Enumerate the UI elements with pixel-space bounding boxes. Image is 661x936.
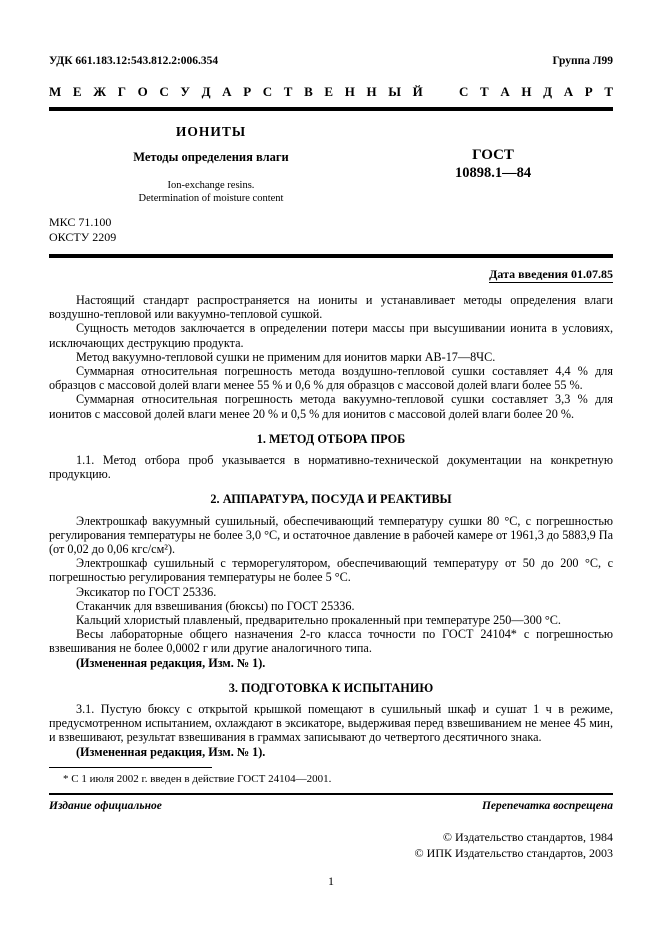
footnote: * С 1 июля 2002 г. введен в действие ГОСТ 24104—2001.: [63, 772, 332, 785]
section-2-paragraph: Кальций хлористый плавленый, предварительно прокаленный при температуре 250—300 °С.: [76, 613, 561, 628]
title-left-column: [49, 124, 373, 205]
title-english-line-2: Determination of moisture content: [138, 193, 284, 204]
document-title: ИОНИТЫ: [175, 124, 247, 139]
section-1-heading: 1. МЕТОД ОТБОРА ПРОБ: [256, 431, 406, 446]
official-edition-label: Издание официальное: [49, 799, 162, 812]
gost-number: 10898.1—84: [454, 165, 532, 181]
document-subtitle: Методы определения влаги: [133, 150, 289, 164]
section-1-paragraph: 1.1. Метод отбора проб указывается в нормативно-технической документации на конкретную продукцию.: [49, 453, 613, 482]
intro-paragraph: Суммарная относительная погрешность метода вакуумно-тепловой сушки составляет 3,3 % для ионитов с массовой долей влаги менее 20 % и 0,5 % для ионитов с массовой долей влаги более 20 %.: [49, 392, 613, 421]
okstu-code: ОКСТУ 2209: [49, 230, 117, 244]
top-rule: [49, 107, 613, 111]
section-3-heading: 3. ПОДГОТОВКА К ИСПЫТАНИЮ: [228, 680, 434, 695]
gost-label: ГОСТ: [472, 147, 514, 163]
section-2-paragraph: Электрошкаф вакуумный сушильный, обеспечивающий температуру сушки 80 °С, с погрешностью регулирования температуры не более 3,0 °С, и остаточное давление в рабочей камере от 1961,3 до 5883,9 Па (от 0,02 до 0,06 кгс/см²).: [49, 513, 613, 557]
standard-type-heading: М Е Ж Г О С У Д А Р С Т В Е Н Н Ы Й С Т А Н Д А Р Т: [49, 84, 613, 99]
section-2-amendment-note: (Измененная редакция, Изм. № 1).: [76, 655, 266, 670]
section-3-amendment-note: (Измененная редакция, Изм. № 1).: [76, 744, 266, 759]
footer-row: [49, 799, 613, 813]
effective-date-value: 01.07.85: [571, 267, 613, 281]
section-3-paragraph: 3.1. Пустую бюксу с открытой крышкой помещают в сушильный шкаф и сушат 1 ч в режиме, предусмотренном испытанием, охлаждают в эксикаторе, выдерживая перед взвешиванием не менее 45 мин, и взвешивают, результат взвешивания в граммах записывают до четвертого десятичного знака.: [49, 702, 613, 745]
classification-codes: [49, 215, 613, 245]
section-2-paragraph: Стаканчик для взвешивания (бюксы) по ГОСТ 25336.: [76, 598, 355, 613]
copyright-line-1: © Издательство стандартов, 1984: [442, 829, 613, 844]
section-2-heading: 2. АППАРАТУРА, ПОСУДА И РЕАКТИВЫ: [210, 492, 452, 507]
mks-code: МКС 71.100: [49, 215, 112, 229]
gost-designation-block: [373, 124, 613, 205]
intro-paragraph: Суммарная относительная погрешность метода воздушно-тепловой сушки составляет 4,4 % для образцов с массовой долей влаги менее 55 % и 0,6 % для образцов с массовой долей влаги более 55 %.: [49, 364, 613, 393]
page-number: 1: [328, 873, 334, 888]
reprint-prohibited-label: Перепечатка воспрещена: [481, 799, 613, 812]
group-code: Группа Л99: [552, 55, 613, 67]
section-2-paragraph: Весы лабораторные общего назначения 2-го класса точности по ГОСТ 24104* с погрешностью взвешивания не более 0,0002 г или другие аналогичного типа.: [49, 627, 613, 656]
udk-code: УДК 661.183.12:543.812.2:006.354: [49, 55, 219, 67]
footer-rule: [49, 793, 613, 795]
title-rule: [49, 254, 613, 258]
title-block: [49, 124, 613, 205]
intro-paragraph: Сущность методов заключается в определении потери массы при высушивании ионита в условиях, исключающих деструкцию продукта.: [49, 321, 613, 350]
section-2-paragraph: Электрошкаф сушильный с терморегулятором, обеспечивающий температуру от 50 до 200 °С, с погрешностью регулирования температуры не более 5 °С.: [49, 556, 613, 585]
section-2-paragraph: Эксикатор по ГОСТ 25336.: [76, 584, 217, 599]
top-codes-row: [49, 54, 613, 68]
copyright-block: [49, 829, 613, 862]
intro-paragraph: Метод вакуумно-тепловой сушки не применим для ионитов марки АВ-17—8ЧС.: [76, 349, 496, 364]
title-english: [49, 179, 373, 205]
document-body: [49, 293, 613, 759]
effective-date-text: [489, 267, 613, 283]
effective-date: [49, 267, 613, 282]
copyright-line-2: © ИПК Издательство стандартов, 2003: [414, 846, 613, 861]
intro-paragraph: Настоящий стандарт распространяется на иониты и устанавливает методы определения влаги воздушно-тепловой или вакуумно-тепловой сушкой.: [49, 293, 613, 322]
effective-date-label: Дата введения: [489, 267, 568, 281]
footnote-rule: [49, 767, 212, 768]
title-english-line-1: Ion-exchange resins.: [167, 180, 255, 191]
